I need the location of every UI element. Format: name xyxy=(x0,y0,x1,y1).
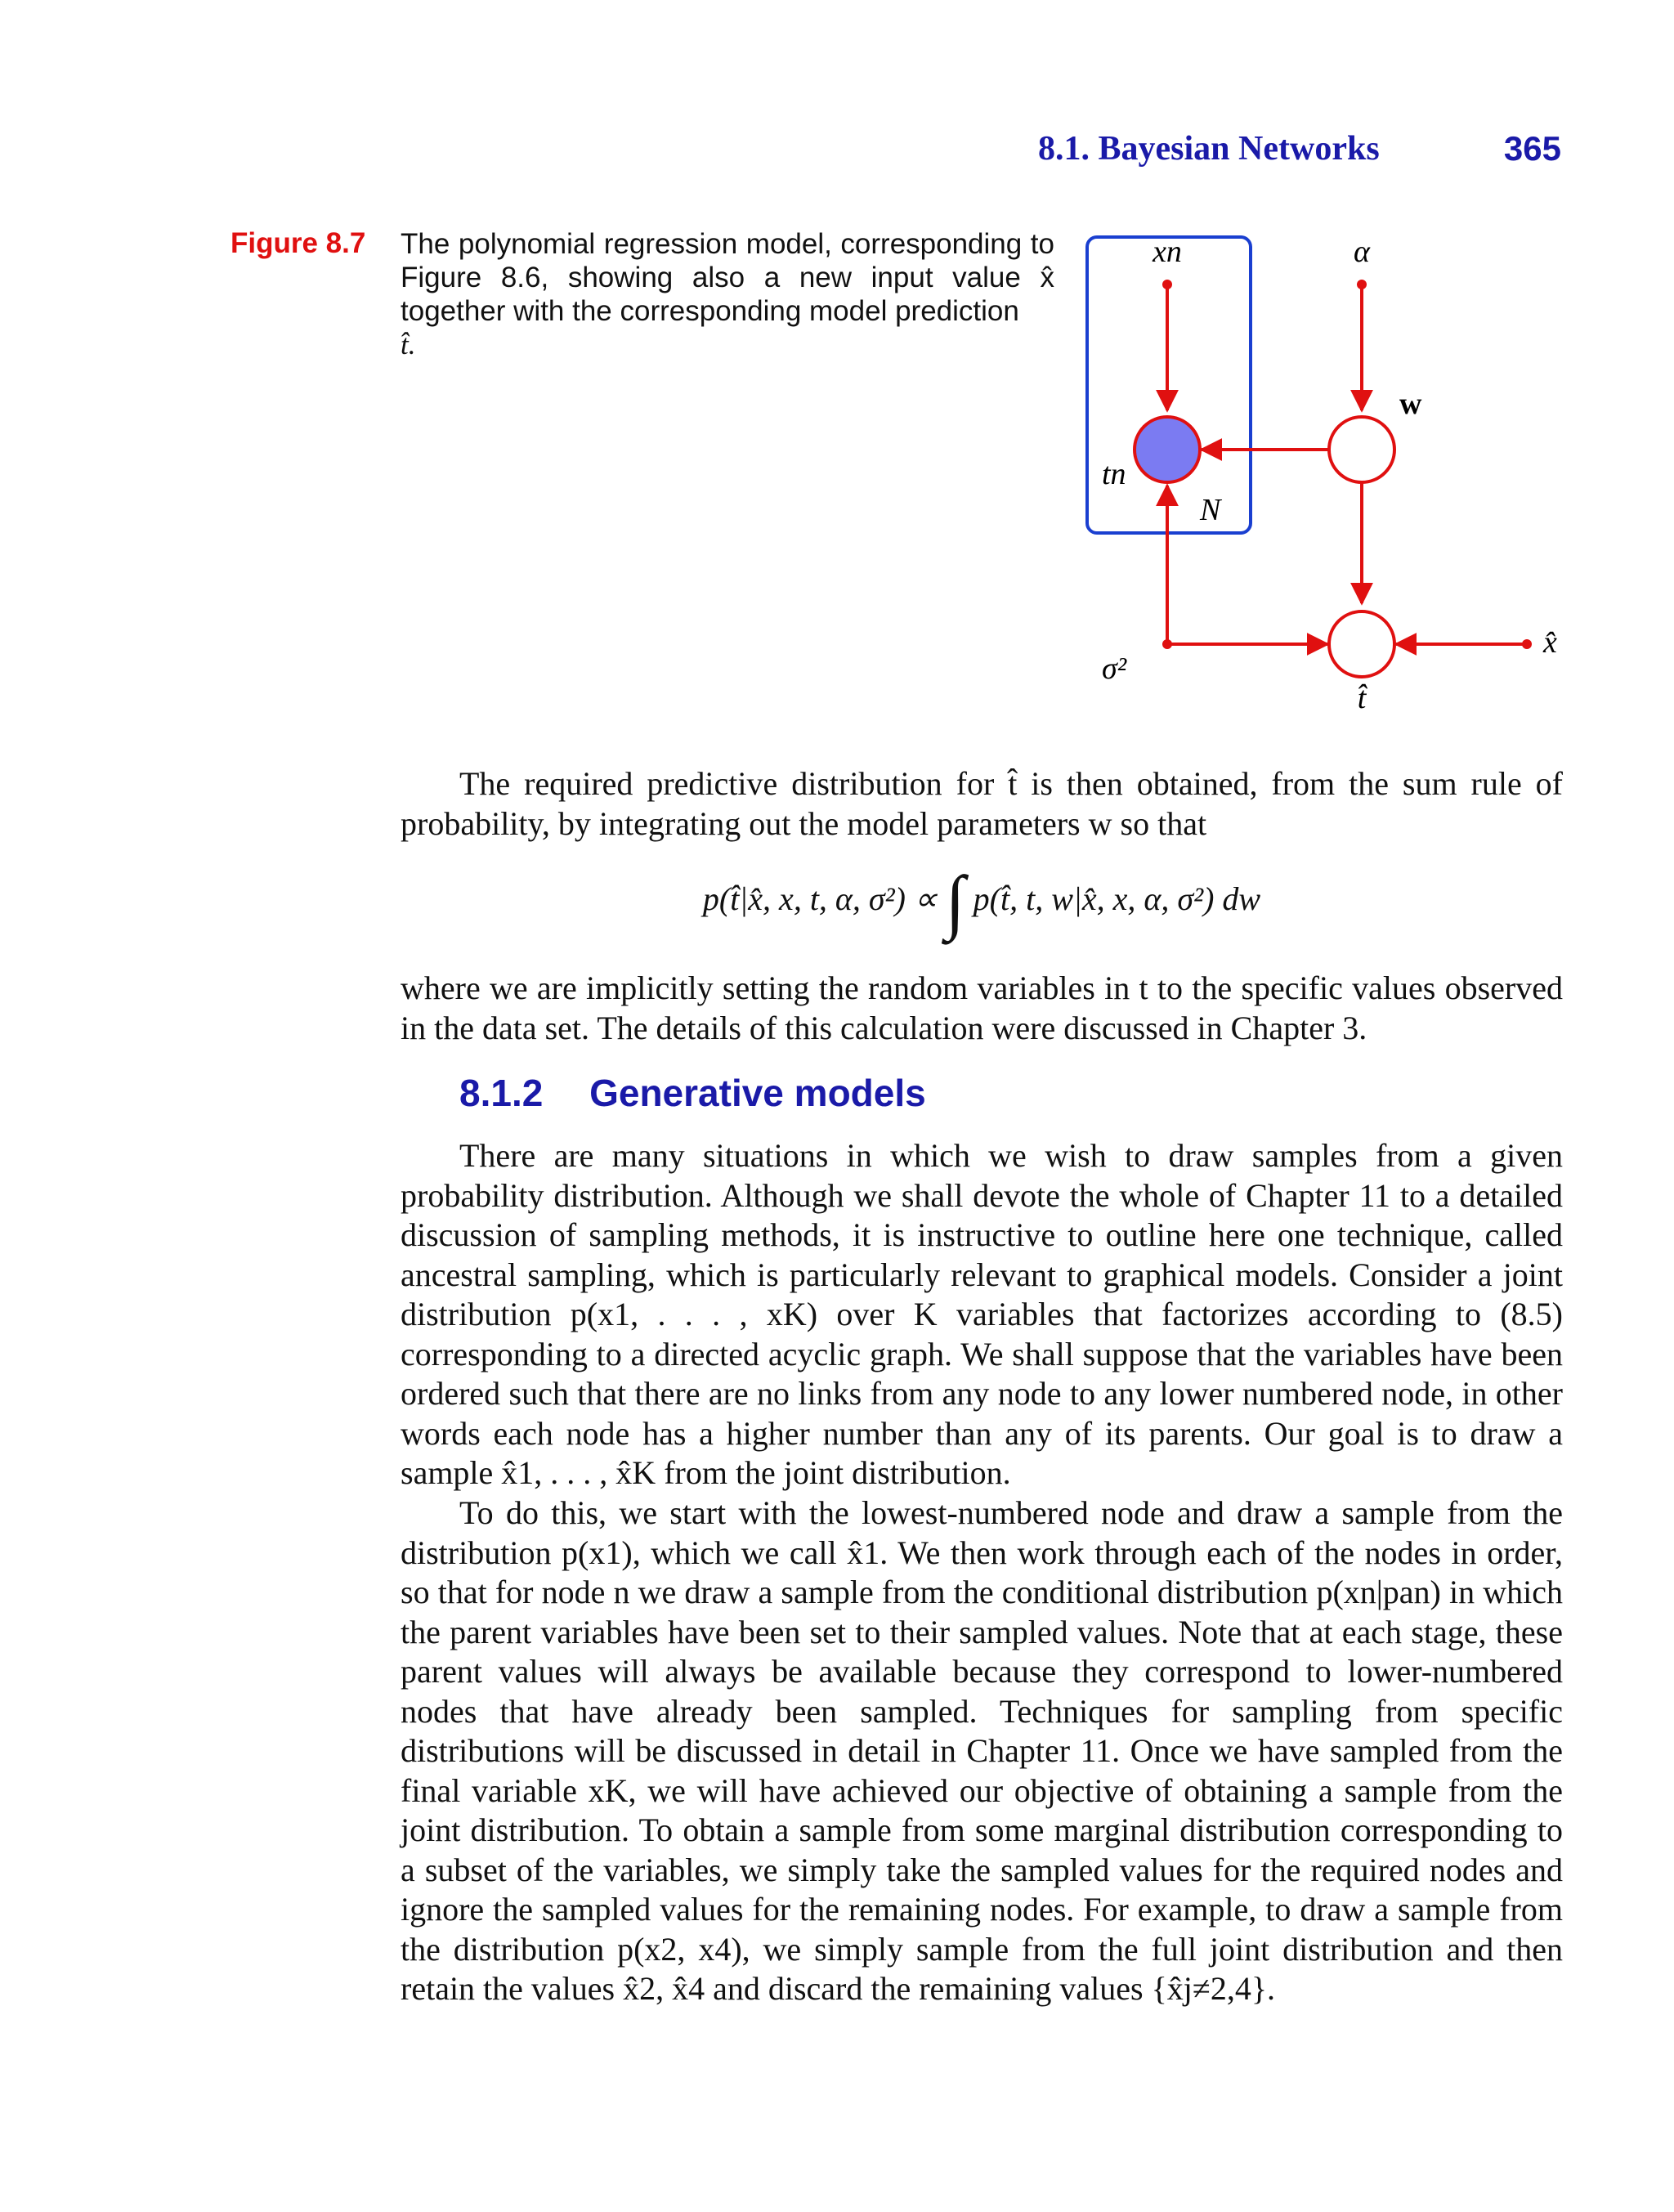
deterministic-node-xhat xyxy=(1522,639,1532,649)
label-sigma: σ² xyxy=(1102,652,1127,686)
deterministic-node-xn xyxy=(1162,280,1172,289)
subsection-heading xyxy=(459,1071,926,1115)
paragraph-text: To do this, we start with the lowest-numbered node and draw a sample from the distribution p(x1), which we call x̂1. We then work through each of the nodes in order, so that for node n we draw a sample from the conditional distribution p(xn|pan) in which the parent variables have been set to their sampled values. Note that at each stage, these parent values will always be available because they correspond to lower-numbered nodes that have already been sampled. Techniques for sampling from specific distributions will be discussed in detail in Chapter 11. Once we have sampled from the final variable xK, we will have achieved our objective of obtaining a sample from the joint distribution. To obtain a sample from some marginal distribution corresponding to a subset of the variables, we simply take the sampled values for the required nodes and ignore the sampled values for the remaining nodes. For example, to draw a sample from the distribution p(x2, x4), we simply sample from the full joint distribution and then retain the values x̂2, x̂4 and discard the remaining values {x̂j≠2,4}. xyxy=(401,1494,1563,2007)
figure-label: Figure 8.7 xyxy=(231,227,366,259)
graphical-model-diagram xyxy=(1054,221,1578,719)
paragraph-ancestral xyxy=(401,1493,1563,2009)
label-N: N xyxy=(1200,493,1221,527)
paragraph-sampling xyxy=(401,1136,1563,1493)
equation-rhs: p(t̂, t, w|x̂, x, α, σ²) dw xyxy=(973,880,1261,917)
label-that: t̂ xyxy=(1357,681,1367,715)
paragraph-text: The required predictive distribution for t̂ is then obtained, from the sum rule of probability, by integrating out the model parameters w so that xyxy=(401,765,1563,842)
label-alpha: α xyxy=(1354,235,1370,269)
latent-node-that xyxy=(1329,611,1394,677)
figure-caption-end: t̂. xyxy=(401,329,416,360)
deterministic-node-sigma xyxy=(1162,639,1172,649)
running-header xyxy=(1038,129,1561,178)
page-number: 365 xyxy=(1503,129,1561,168)
integral-sign: ∫ xyxy=(945,862,965,942)
subsection-title: Generative models xyxy=(589,1072,926,1114)
equation-predictive xyxy=(401,862,1563,942)
label-xn: xn xyxy=(1153,235,1182,269)
deterministic-node-alpha xyxy=(1357,280,1367,289)
equation-lhs: p(t̂|x̂, x, t, α, σ²) ∝ xyxy=(702,880,938,917)
label-tn: tn xyxy=(1102,457,1126,491)
paragraph-predictive xyxy=(401,764,1563,844)
observed-node-tn xyxy=(1135,417,1200,482)
running-section-title: 8.1. Bayesian Networks xyxy=(1038,130,1380,168)
subsection-number: 8.1.2 xyxy=(459,1072,544,1114)
paragraph-implicit xyxy=(401,969,1563,1048)
paragraph-text: There are many situations in which we wish to draw samples from a given probability distribution. Although we shall devote the whole of Chapter 11 to a detailed discussion of sampling methods, it is instructive to outline here one technique, called ancestral sampling, which is particularly relevant to graphical models. Consider a joint distribution p(x1, . . . , xK) over K variables that factorizes according to (8.5) corresponding to a directed acyclic graph. We shall suppose that the variables have been ordered such that there are no links from any node to any lower numbered node, in other words each node has a higher number than any of its parents. Our goal is to draw a sample x̂1, . . . , x̂K from the joint distribution. xyxy=(401,1137,1563,1491)
figure-caption xyxy=(401,227,1054,361)
paragraph-text: where we are implicitly setting the random variables in t to the specific values observed in the data set. The details of this calculation were discussed in Chapter 3. xyxy=(401,969,1563,1046)
label-w: w xyxy=(1399,387,1422,421)
figure-caption-text: The polynomial regression model, corresponding to Figure 8.6, showing also a new input value x̂ together with the corresponding model prediction xyxy=(401,228,1054,327)
latent-node-w xyxy=(1329,417,1394,482)
label-xhat: x̂ xyxy=(1543,625,1557,660)
